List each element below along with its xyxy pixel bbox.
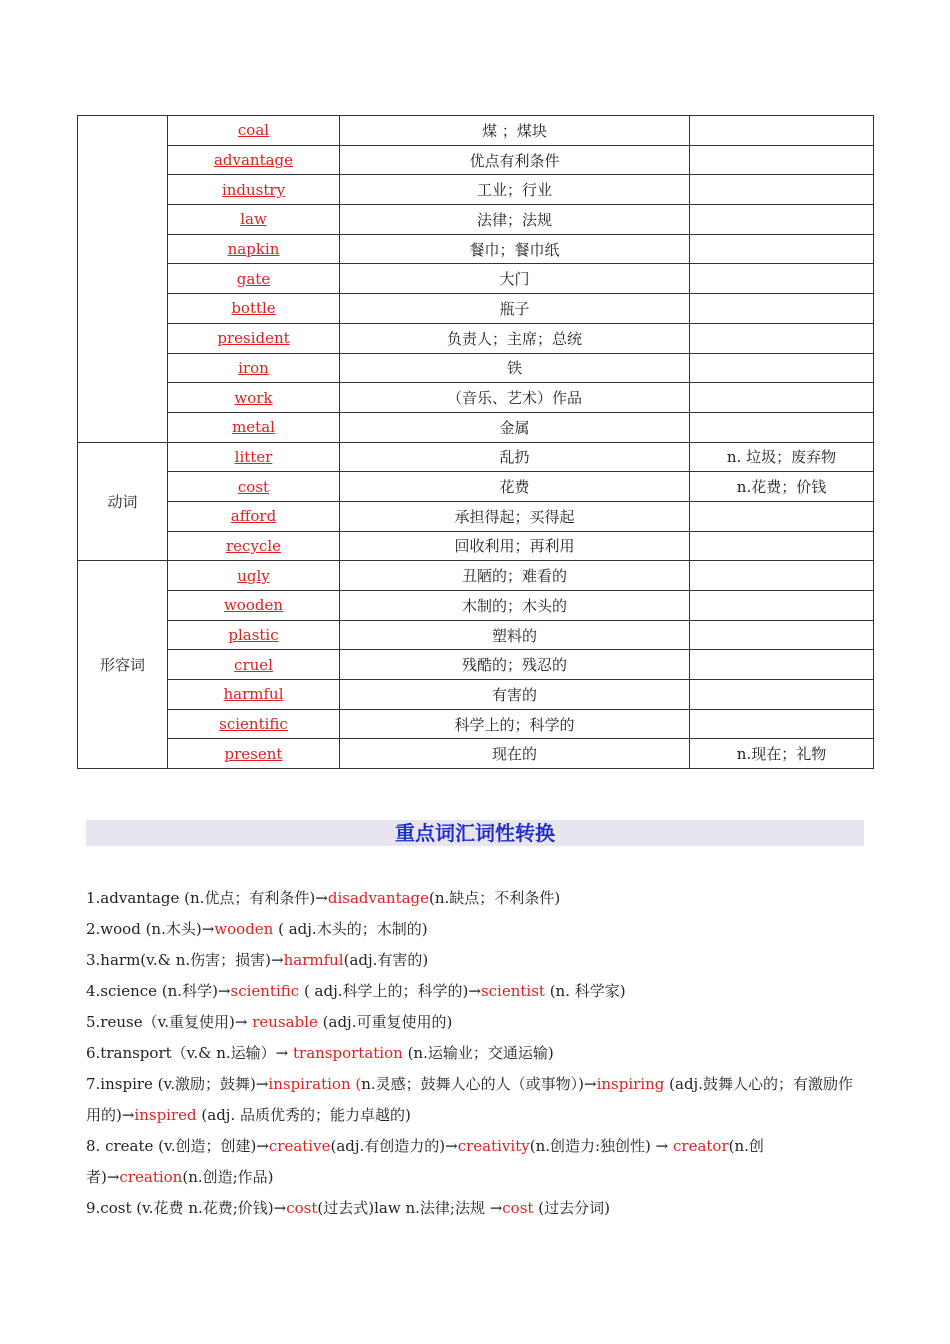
table-row <box>78 620 874 650</box>
table-row <box>78 383 874 413</box>
conversion-text: (adj.有创造力的)→ <box>330 1137 458 1155</box>
conversion-text: (过去分词) <box>533 1199 610 1217</box>
word-cell <box>168 650 340 680</box>
conversion-list <box>86 883 864 1224</box>
word-cell <box>168 561 340 591</box>
conversion-text: (n.运输业；交通运输) <box>402 1044 554 1062</box>
note-cell <box>690 175 874 205</box>
word-cell <box>168 264 340 294</box>
table-row <box>78 264 874 294</box>
note-cell <box>690 412 874 442</box>
conversion-text: n.灵感；鼓舞人心的人（或事物）)→ <box>361 1075 597 1093</box>
word-link[interactable]: afford <box>230 507 277 526</box>
word-link[interactable]: plastic <box>228 626 279 645</box>
meaning-cell: 丑陋的；难看的 <box>340 561 690 591</box>
note-cell <box>690 145 874 175</box>
word-cell <box>168 175 340 205</box>
word-cell <box>168 412 340 442</box>
word-cell <box>168 442 340 472</box>
derived-word: cost <box>502 1199 534 1217</box>
word-link[interactable]: napkin <box>227 240 280 259</box>
derived-word: creativity <box>457 1137 530 1155</box>
conversion-text: (n.创造;作品) <box>182 1168 274 1186</box>
note-cell: n. 垃圾；废弃物 <box>690 442 874 472</box>
meaning-cell: 塑料的 <box>340 620 690 650</box>
table-row <box>78 205 874 235</box>
note-cell <box>690 531 874 561</box>
derived-word: cost <box>286 1199 318 1217</box>
table-row <box>78 234 874 264</box>
derived-word: disadvantage <box>327 889 430 907</box>
meaning-cell: 餐巾；餐巾纸 <box>340 234 690 264</box>
word-link[interactable]: present <box>224 744 283 763</box>
word-link[interactable]: bottle <box>231 299 276 318</box>
table-row <box>78 561 874 591</box>
conversion-text: 9.cost (v.花费 n.花费;价钱)→ <box>86 1199 287 1217</box>
meaning-cell: 瓶子 <box>340 294 690 324</box>
note-cell <box>690 116 874 146</box>
table-row <box>78 175 874 205</box>
meaning-cell: 优点有利条件 <box>340 145 690 175</box>
part-of-speech-cell: 动词 <box>78 442 168 561</box>
note-cell <box>690 205 874 235</box>
meaning-cell: 工业；行业 <box>340 175 690 205</box>
table-row <box>78 501 874 531</box>
word-link[interactable]: metal <box>232 418 275 437</box>
word-link[interactable]: cruel <box>234 655 273 674</box>
meaning-cell: 承担得起；买得起 <box>340 501 690 531</box>
note-cell: n.现在；礼物 <box>690 739 874 769</box>
word-link[interactable]: cost <box>237 477 270 496</box>
word-link[interactable]: harmful <box>223 685 284 704</box>
part-of-speech-cell: 形容词 <box>78 561 168 769</box>
conversion-text: (n.创造力:独创性) → <box>529 1137 674 1155</box>
word-link[interactable]: wooden <box>223 596 284 615</box>
conversion-item <box>86 1007 864 1038</box>
conversion-text: 8. create (v.创造；创建)→ <box>86 1137 269 1155</box>
word-cell <box>168 145 340 175</box>
word-link[interactable]: ugly <box>237 566 270 585</box>
meaning-cell: 回收利用；再利用 <box>340 531 690 561</box>
word-link[interactable]: litter <box>234 447 273 466</box>
conversion-text: ( adj.科学上的；科学的)→ <box>299 982 481 1000</box>
word-cell <box>168 709 340 739</box>
meaning-cell: 乱扔 <box>340 442 690 472</box>
derived-word: creation <box>119 1168 183 1186</box>
section-title: 重点词汇词性转换 <box>86 820 864 846</box>
table-row <box>78 294 874 324</box>
note-cell <box>690 591 874 621</box>
note-cell <box>690 294 874 324</box>
meaning-cell: 金属 <box>340 412 690 442</box>
word-link[interactable]: advantage <box>213 151 294 170</box>
meaning-cell: 铁 <box>340 353 690 383</box>
word-link[interactable]: iron <box>238 358 269 377</box>
word-cell <box>168 501 340 531</box>
word-cell <box>168 323 340 353</box>
meaning-cell: 大门 <box>340 264 690 294</box>
note-cell <box>690 383 874 413</box>
word-cell <box>168 353 340 383</box>
meaning-cell: 残酷的；残忍的 <box>340 650 690 680</box>
conversion-text: (adj. 品质优秀的；能力卓越的) <box>196 1106 411 1124</box>
word-cell <box>168 116 340 146</box>
note-cell <box>690 650 874 680</box>
word-cell <box>168 383 340 413</box>
word-link[interactable]: recycle <box>226 536 281 555</box>
table-row <box>78 680 874 710</box>
conversion-text: 5.reuse（v.重复使用)→ <box>86 1013 253 1031</box>
table-row <box>78 353 874 383</box>
word-cell <box>168 620 340 650</box>
derived-word: inspiring <box>596 1075 665 1093</box>
meaning-cell: （音乐、艺术）作品 <box>340 383 690 413</box>
note-cell <box>690 501 874 531</box>
note-cell <box>690 234 874 264</box>
vocabulary-table-body <box>78 116 874 769</box>
conversion-item <box>86 945 864 976</box>
derived-word: inspiration ( <box>268 1075 362 1093</box>
table-row <box>78 412 874 442</box>
conversion-item <box>86 1038 864 1069</box>
conversion-text: (adj.有害的) <box>343 951 429 969</box>
conversion-item <box>86 914 864 945</box>
table-row <box>78 591 874 621</box>
meaning-cell: 科学上的；科学的 <box>340 709 690 739</box>
word-cell <box>168 531 340 561</box>
word-cell <box>168 680 340 710</box>
table-row <box>78 531 874 561</box>
vocabulary-table <box>77 115 874 769</box>
note-cell <box>690 264 874 294</box>
word-cell <box>168 234 340 264</box>
conversion-text: 3.harm(v.& n.伤害；损害)→ <box>86 951 284 969</box>
conversion-text: ( adj.木头的；木制的) <box>273 920 428 938</box>
note-cell <box>690 709 874 739</box>
conversion-text: 1.advantage (n.优点；有利条件)→ <box>86 889 328 907</box>
table-row <box>78 739 874 769</box>
derived-word: reusable <box>252 1013 318 1031</box>
conversion-text: (n.缺点；不利条件) <box>429 889 561 907</box>
note-cell <box>690 680 874 710</box>
conversion-text: 2.wood (n.木头)→ <box>86 920 215 938</box>
meaning-cell: 花费 <box>340 472 690 502</box>
derived-word: wooden <box>214 920 274 938</box>
derived-word: harmful <box>283 951 344 969</box>
table-row <box>78 472 874 502</box>
note-cell <box>690 561 874 591</box>
word-cell <box>168 205 340 235</box>
table-row <box>78 116 874 146</box>
word-link[interactable]: scientific <box>219 715 288 734</box>
word-cell <box>168 294 340 324</box>
conversion-item <box>86 1131 864 1193</box>
word-link[interactable]: work <box>234 388 273 407</box>
word-link[interactable]: industry <box>221 180 286 199</box>
conversion-text: (adj.鼓舞人心的；有激励作用的)→ <box>86 1075 853 1124</box>
conversion-text: 4.science (n.科学)→ <box>86 982 231 1000</box>
conversion-text: (n. 科学家) <box>544 982 626 1000</box>
note-cell <box>690 620 874 650</box>
meaning-cell: 现在的 <box>340 739 690 769</box>
conversion-item <box>86 1193 864 1224</box>
table-row <box>78 323 874 353</box>
word-link[interactable]: law <box>240 210 267 229</box>
conversion-text: 7.inspire (v.激励；鼓舞)→ <box>86 1075 269 1093</box>
table-row <box>78 442 874 472</box>
derived-word: inspired <box>134 1106 197 1124</box>
word-link[interactable]: president <box>217 329 290 348</box>
word-cell <box>168 591 340 621</box>
note-cell <box>690 323 874 353</box>
note-cell <box>690 353 874 383</box>
conversion-text: (过去式)law n.法律;法规 → <box>317 1199 503 1217</box>
derived-word: transportation <box>293 1044 403 1062</box>
word-cell <box>168 472 340 502</box>
note-cell: n.花费；价钱 <box>690 472 874 502</box>
derived-word: scientist <box>480 982 545 1000</box>
conversion-text: (n.创者)→ <box>86 1137 764 1186</box>
conversion-text: (adj.可重复使用的) <box>317 1013 453 1031</box>
derived-word: creator <box>673 1137 729 1155</box>
conversion-item <box>86 1069 864 1131</box>
derived-word: scientific <box>230 982 300 1000</box>
meaning-cell: 负责人；主席；总统 <box>340 323 690 353</box>
conversion-item <box>86 883 864 914</box>
table-row <box>78 650 874 680</box>
word-cell <box>168 739 340 769</box>
meaning-cell: 木制的；木头的 <box>340 591 690 621</box>
word-link[interactable]: coal <box>237 121 270 140</box>
meaning-cell: 有害的 <box>340 680 690 710</box>
conversion-text: 6.transport（v.& n.运输）→ <box>86 1044 293 1062</box>
part-of-speech-cell <box>78 116 168 443</box>
conversion-item <box>86 976 864 1007</box>
table-row <box>78 709 874 739</box>
derived-word: creative <box>268 1137 331 1155</box>
meaning-cell: 法律；法规 <box>340 205 690 235</box>
word-link[interactable]: gate <box>236 269 271 288</box>
table-row <box>78 145 874 175</box>
meaning-cell: 煤 ；煤块 <box>340 116 690 146</box>
